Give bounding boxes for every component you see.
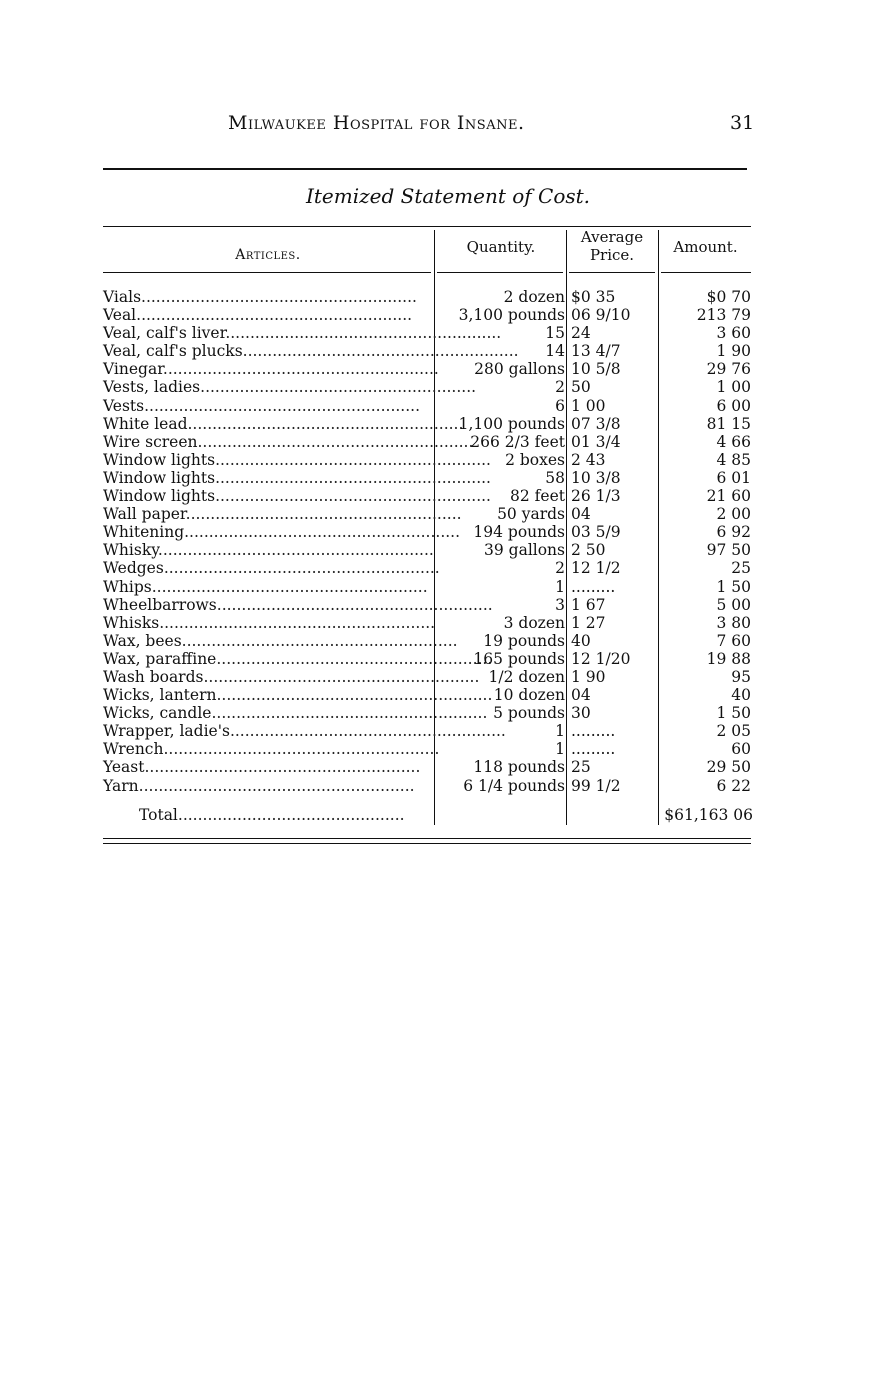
price-cell: ......... bbox=[571, 722, 616, 741]
article-text: Whitening bbox=[103, 523, 185, 542]
column-header-average-price: Average Price. bbox=[580, 228, 644, 264]
price-cell: 1 27 bbox=[571, 613, 606, 632]
quantity-cell: 10 dozen bbox=[493, 686, 565, 705]
quantity-cell: 194 pounds bbox=[473, 523, 565, 542]
article-text: Wash boards bbox=[103, 667, 204, 686]
amount-cell: 19 88 bbox=[706, 649, 751, 668]
price-cell: 10 3/8 bbox=[571, 468, 621, 487]
quantity-cell: 58 bbox=[545, 468, 565, 487]
total-row bbox=[103, 806, 751, 826]
quantity-cell: 3 dozen bbox=[503, 613, 565, 632]
price-cell: 13 4/7 bbox=[571, 342, 621, 361]
amount-cell: 1 50 bbox=[716, 704, 751, 723]
price-cell: 24 bbox=[571, 324, 591, 343]
amount-cell: 97 50 bbox=[706, 541, 751, 560]
leader-dots: ........................................................ bbox=[211, 704, 488, 723]
article-text: Vests, ladies bbox=[103, 378, 201, 397]
article-text: White lead bbox=[103, 414, 188, 433]
quantity-cell: 1 bbox=[555, 740, 565, 759]
price-cell: 2 43 bbox=[571, 450, 606, 469]
price-cell: 04 bbox=[571, 505, 591, 524]
leader-dots: ........................................................ bbox=[144, 396, 421, 415]
article-text: Vials bbox=[103, 288, 142, 306]
quantity-cell: 14 bbox=[545, 342, 565, 361]
leader-dots: ........................................................ bbox=[138, 776, 415, 795]
quantity-cell: 280 gallons bbox=[474, 360, 565, 379]
quantity-cell: 5 pounds bbox=[493, 704, 565, 723]
leader-dots: ........................................................ bbox=[136, 306, 413, 325]
leader-dots: ........................................................ bbox=[163, 740, 440, 759]
quantity-cell: 19 pounds bbox=[483, 631, 565, 650]
amount-cell: 95 bbox=[731, 667, 751, 686]
quantity-cell: 266 2/3 feet bbox=[470, 432, 565, 451]
article-text: Yeast bbox=[103, 758, 145, 777]
leader-dots: ........................................................ bbox=[229, 722, 506, 741]
header-underline-amount bbox=[661, 272, 751, 273]
amount-cell: 213 79 bbox=[696, 306, 751, 325]
article-text: Wicks, candle bbox=[103, 704, 212, 723]
article-cell bbox=[103, 541, 434, 560]
price-cell: ......... bbox=[571, 740, 616, 759]
leader-dots: ........................................................ bbox=[141, 288, 417, 306]
quantity-cell: 2 bbox=[555, 378, 565, 397]
table-row bbox=[103, 596, 751, 614]
table-row bbox=[103, 559, 751, 577]
leader-dots: ........................................................ bbox=[216, 649, 493, 668]
article-text: Yarn bbox=[103, 776, 139, 795]
leader-dots: ........................................................ bbox=[225, 324, 502, 343]
article-text: Wedges bbox=[103, 559, 164, 578]
article-cell bbox=[103, 360, 439, 379]
article-cell bbox=[103, 740, 440, 759]
article-text: Veal bbox=[103, 306, 137, 325]
column-header-amount: Amount. bbox=[673, 238, 738, 256]
amount-cell: 81 15 bbox=[706, 414, 751, 433]
price-cell: ......... bbox=[571, 577, 616, 596]
article-cell bbox=[103, 704, 488, 723]
amount-cell: 6 92 bbox=[716, 523, 751, 542]
price-cell: 1 67 bbox=[571, 595, 606, 614]
quantity-cell: 39 gallons bbox=[484, 541, 565, 560]
leader-dots: ........................................................ bbox=[242, 342, 519, 361]
leader-dots: ........................................................ bbox=[197, 432, 474, 451]
article-text: Wire screen bbox=[103, 432, 198, 451]
quantity-cell: 165 pounds bbox=[473, 649, 565, 668]
amount-cell: 40 bbox=[731, 686, 751, 705]
page-number: 31 bbox=[730, 112, 755, 134]
article-text: Wax, paraffine bbox=[103, 649, 217, 668]
article-cell bbox=[103, 324, 502, 343]
table-row bbox=[103, 740, 751, 758]
table-row bbox=[103, 342, 751, 360]
article-cell bbox=[103, 777, 429, 795]
leader-dots: ........................................................ bbox=[157, 541, 434, 560]
leader-dots: ........................................................ bbox=[187, 414, 464, 433]
leader-dots: ........................................................ bbox=[151, 577, 428, 596]
amount-cell: 25 bbox=[731, 559, 751, 578]
total-label-text: Total bbox=[139, 806, 178, 824]
leader-dots: ........................................................ bbox=[162, 360, 439, 379]
article-text: Wrench bbox=[103, 740, 164, 759]
table-row bbox=[103, 505, 751, 523]
leader-dots: ........................................................ bbox=[159, 613, 436, 632]
leader-dots: ........................................................ bbox=[203, 667, 480, 686]
price-cell: 30 bbox=[571, 704, 591, 723]
total-amount: $61,163 06 bbox=[664, 806, 753, 824]
table-row bbox=[103, 686, 751, 704]
quantity-cell: 3,100 pounds bbox=[458, 306, 565, 325]
leader-dots: ........................................................ bbox=[184, 523, 461, 542]
amount-cell: 29 50 bbox=[706, 758, 751, 777]
leader-dots: ........................................................ bbox=[215, 468, 491, 487]
article-cell bbox=[103, 468, 491, 487]
article-text: Vinegar bbox=[103, 360, 163, 379]
header-underline-price bbox=[569, 272, 655, 273]
article-cell bbox=[103, 649, 493, 668]
article-cell bbox=[103, 450, 491, 469]
article-text: Window lights bbox=[103, 450, 216, 469]
quantity-cell: 118 pounds bbox=[473, 758, 565, 777]
article-text: Vests bbox=[103, 396, 145, 415]
quantity-cell: 1,100 pounds bbox=[458, 414, 565, 433]
article-text: Wax, bees bbox=[103, 631, 182, 650]
leader-dots: ........................................................ bbox=[215, 487, 491, 506]
price-cell: 12 1/20 bbox=[571, 649, 631, 668]
article-cell bbox=[103, 288, 429, 306]
column-header-articles: Articles. bbox=[235, 247, 301, 263]
article-text: Window lights bbox=[103, 487, 216, 506]
table-row bbox=[103, 758, 751, 776]
table-body bbox=[103, 288, 751, 795]
price-cell: 1 00 bbox=[571, 396, 606, 415]
article-cell bbox=[103, 595, 493, 614]
amount-cell: 5 00 bbox=[716, 595, 751, 614]
quantity-cell: 1 bbox=[555, 577, 565, 596]
table-row bbox=[103, 578, 751, 596]
amount-cell: $0 70 bbox=[706, 288, 751, 306]
amount-cell: 1 90 bbox=[716, 342, 751, 361]
table-row bbox=[103, 306, 751, 324]
price-cell: 25 bbox=[571, 758, 591, 777]
header-underline-quantity bbox=[437, 272, 563, 273]
amount-cell: 4 66 bbox=[716, 432, 751, 451]
amount-cell: 1 50 bbox=[716, 577, 751, 596]
article-cell bbox=[103, 559, 440, 578]
table-row bbox=[103, 541, 751, 559]
article-text: Window lights bbox=[103, 468, 216, 487]
article-text: Veal, calf's liver bbox=[103, 324, 226, 343]
article-cell bbox=[103, 487, 491, 506]
table-row bbox=[103, 668, 751, 686]
article-cell bbox=[103, 722, 506, 741]
quantity-cell: 3 bbox=[555, 595, 565, 614]
article-cell bbox=[103, 505, 462, 524]
amount-cell: 2 05 bbox=[716, 722, 751, 741]
article-cell bbox=[103, 523, 461, 542]
amount-cell: 4 85 bbox=[716, 450, 751, 469]
price-cell: 1 90 bbox=[571, 667, 606, 686]
quantity-cell: 50 yards bbox=[497, 505, 565, 524]
bottom-rule-1 bbox=[103, 838, 751, 839]
bottom-rule-2 bbox=[103, 843, 751, 844]
quantity-cell: 6 bbox=[555, 396, 565, 415]
price-cell: 26 1/3 bbox=[571, 487, 621, 506]
quantity-cell: 15 bbox=[545, 324, 565, 343]
table-row bbox=[103, 397, 751, 415]
article-cell bbox=[103, 432, 474, 451]
quantity-cell: 2 dozen bbox=[503, 288, 565, 306]
article-cell bbox=[103, 414, 464, 433]
leader-dots: ........................................................ bbox=[163, 559, 440, 578]
article-cell bbox=[103, 378, 477, 397]
article-text: Whips bbox=[103, 577, 152, 596]
amount-cell: 2 00 bbox=[716, 505, 751, 524]
total-label bbox=[139, 806, 429, 824]
leader-dots: .............................................. bbox=[177, 806, 405, 824]
price-cell: 07 3/8 bbox=[571, 414, 621, 433]
leader-dots: ........................................................ bbox=[181, 631, 458, 650]
table-row bbox=[103, 632, 751, 650]
quantity-cell: 82 feet bbox=[510, 487, 565, 506]
quantity-cell: 1 bbox=[555, 722, 565, 741]
leader-dots: ........................................................ bbox=[200, 378, 477, 397]
price-cell: 10 5/8 bbox=[571, 360, 621, 379]
column-header-quantity: Quantity. bbox=[466, 238, 536, 256]
header-rule bbox=[103, 168, 747, 170]
quantity-cell: 2 bbox=[555, 559, 565, 578]
amount-cell: 7 60 bbox=[716, 631, 751, 650]
table-top-rule bbox=[103, 226, 751, 227]
amount-cell: 21 60 bbox=[706, 487, 751, 506]
amount-cell: 29 76 bbox=[706, 360, 751, 379]
amount-cell: 3 80 bbox=[716, 613, 751, 632]
price-cell: 40 bbox=[571, 631, 591, 650]
leader-dots: ........................................................ bbox=[215, 450, 491, 469]
article-text: Veal, calf's plucks bbox=[103, 342, 243, 361]
amount-cell: 6 01 bbox=[716, 468, 751, 487]
price-cell: 2 50 bbox=[571, 541, 606, 560]
quantity-cell: 2 boxes bbox=[505, 450, 565, 469]
table-row bbox=[103, 704, 751, 722]
leader-dots: ........................................................ bbox=[216, 595, 493, 614]
article-cell bbox=[103, 686, 493, 705]
amount-cell: 60 bbox=[731, 740, 751, 759]
amount-cell: 3 60 bbox=[716, 324, 751, 343]
table-row bbox=[103, 650, 751, 668]
article-cell bbox=[103, 578, 429, 596]
amount-cell: 6 22 bbox=[716, 776, 751, 795]
price-cell: 03 5/9 bbox=[571, 523, 621, 542]
article-text: Wheelbarrows bbox=[103, 595, 217, 614]
price-cell: 06 9/10 bbox=[571, 306, 631, 325]
price-cell: 01 3/4 bbox=[571, 432, 621, 451]
table-row bbox=[103, 469, 751, 487]
table-row bbox=[103, 433, 751, 451]
amount-cell: 6 00 bbox=[716, 396, 751, 415]
article-cell bbox=[103, 758, 429, 776]
article-cell bbox=[103, 306, 429, 324]
article-text: Whisks bbox=[103, 613, 160, 632]
price-cell: 99 1/2 bbox=[571, 776, 621, 795]
table-row bbox=[103, 288, 751, 306]
amount-cell: 1 00 bbox=[716, 378, 751, 397]
table-row bbox=[103, 378, 751, 396]
quantity-cell: 1/2 dozen bbox=[488, 667, 565, 686]
header-title: Milwaukee Hospital for Insane. bbox=[228, 112, 525, 134]
table-subtitle: Itemized Statement of Cost. bbox=[305, 184, 591, 208]
table-row bbox=[103, 523, 751, 541]
header-underline-articles bbox=[103, 272, 431, 273]
article-cell bbox=[103, 397, 429, 415]
article-text: Whisky bbox=[103, 541, 158, 560]
table-row bbox=[103, 451, 751, 469]
leader-dots: ........................................................ bbox=[144, 758, 421, 777]
article-cell bbox=[103, 667, 480, 686]
quantity-cell: 6 1/4 pounds bbox=[463, 776, 565, 795]
price-cell: $0 35 bbox=[571, 288, 616, 306]
table-row bbox=[103, 415, 751, 433]
table-row bbox=[103, 777, 751, 795]
table-row bbox=[103, 614, 751, 632]
price-cell: 50 bbox=[571, 378, 591, 397]
article-text: Wrapper, ladie's bbox=[103, 722, 230, 741]
table-row bbox=[103, 722, 751, 740]
leader-dots: ........................................................ bbox=[216, 686, 493, 705]
price-cell: 04 bbox=[571, 686, 591, 705]
price-cell: 12 1/2 bbox=[571, 559, 621, 578]
article-text: Wall paper bbox=[103, 505, 186, 524]
article-text: Wicks, lantern bbox=[103, 686, 217, 705]
article-cell bbox=[103, 342, 519, 361]
article-cell bbox=[103, 631, 458, 650]
table-row bbox=[103, 487, 751, 505]
table-row bbox=[103, 324, 751, 342]
article-cell bbox=[103, 613, 436, 632]
table-row bbox=[103, 360, 751, 378]
leader-dots: ........................................................ bbox=[185, 505, 462, 524]
